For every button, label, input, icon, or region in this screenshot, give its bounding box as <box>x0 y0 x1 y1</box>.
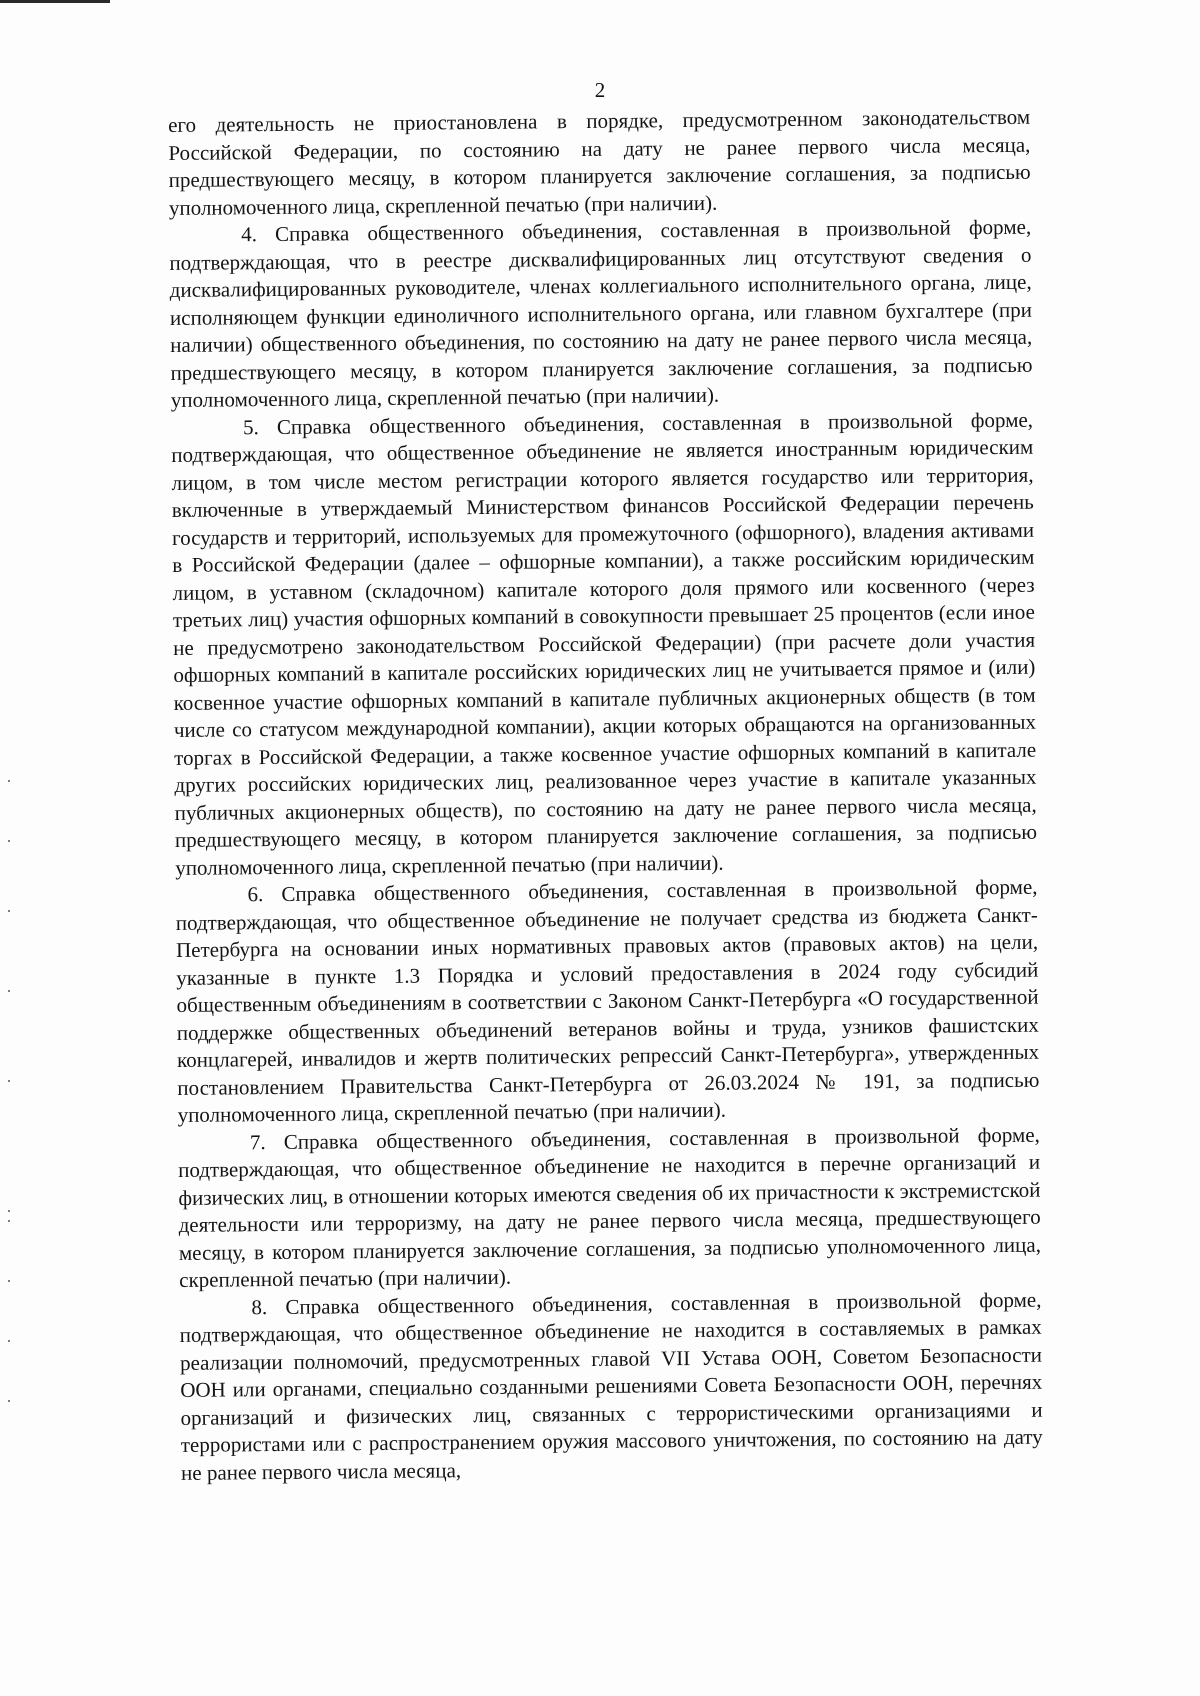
paragraph-item-5: 5. Справка общественного объединения, составленная в произвольной форме, подтверждающая, что общественное объединение не является иностранным юридическим лицом, в том числе местом регистрации которого является государство или территория, включенные в утверждаемый Министерством финансов Российской Федерации перечень государств и территорий, используемых для промежуточного (офшорного), владения активами в Российской Федерации (далее – офшорные компании), а также российским юридическим лицом, в уставном (складочном) капитале которого доля прямого или косвенного (через третьих лиц) участия офшорных компаний в совокупности превышает 25 процентов (если иное не предусмотрено законодательством Российской Федерации) (при расчете доли участия офшорных компаний в капитале российских юридических лиц не учитывается прямое и (или) косвенное участие офшорных компаний в капитале публичных акционерных обществ (в том числе со статусом международной компании), акции которых обращаются на организованных торгах в Российской Федерации, а также косвенное участие офшорных компаний в капитале других российских юридических лиц, реализованное через участие в капитале указанных публичных акционерных обществ), по состоянию на дату не ранее первого числа месяца, предшествующего месяцу, в котором планируется заключение соглашения, за подписью уполномоченного лица, скрепленной печатью (при наличии). <box>171 407 1038 880</box>
paragraph-item-7: 7. Справка общественного объединения, составленная в произвольной форме, подтверждающая, что общественное объединение не находится в перечне организаций и физических лиц, в отношении которых имеются сведения об их причастности к экстремистской деятельности или терроризму, на дату не ранее первого числа месяца, предшествующего месяцу, в котором планируется заключение соглашения, за подписью уполномоченного лица, скрепленной печатью (при наличии). <box>178 1122 1042 1292</box>
scan-edge-mark <box>0 0 110 3</box>
page-number: 2 <box>594 78 606 102</box>
paragraph-continuation: его деятельность не приостановлена в порядке, предусмотренном законодательством Российской Федерации, по состоянию на дату не ранее первого числа месяца, предшествующего месяцу, в котором планируется заключение соглашения, за подписью уполномоченного лица, скрепленной печатью (при наличии). <box>168 104 1031 220</box>
scan-noise-dots <box>8 780 11 1580</box>
paragraph-item-6: 6. Справка общественного объединения, составленная в произвольной форме, подтверждающая, что общественное объединение не получает средства из бюджета Санкт-Петербурга на основании иных нормативных правовых актов (правовых актов) на цели, указанные в пункте 1.3 Порядка и условий предоставления в 2024 году субсидий общественным объединениям в соответствии с Законом Санкт-Петербурга «О государственной поддержке общественных объединений ветеранов войны и труда, узников фашистских концлагерей, инвалидов и жертв политических репрессий Санкт-Петербурга», утвержденных постановлением Правительства Санкт-Петербурга от 26.03.2024 № 191, за подписью уполномоченного лица, скрепленной печатью (при наличии). <box>175 874 1040 1127</box>
document-body <box>168 104 1043 1487</box>
paragraph-item-4: 4. Справка общественного объединения, составленная в произвольной форме, подтверждающая, что в реестре дисквалифицированных лиц отсутствуют сведения о дисквалифицированных руководителе, членах коллегиального исполнительного органа, лице, исполняющем функции единоличного исполнительного органа, или главном бухгалтере (при наличии) общественного объединения, по состоянию на дату не ранее первого числа месяца, предшествующего месяцу, в котором планируется заключение соглашения, за подписью уполномоченного лица, скрепленной печатью (при наличии). <box>169 214 1033 412</box>
paragraph-item-8: 8. Справка общественного объединения, составленная в произвольной форме, подтверждающая, что общественное объединение не находится в составляемых в рамках реализации полномочий, предусмотренных главой VII Устава ООН, Советом Безопасности ООН или органами, специально созданными решениями Совета Безопасности ООН, перечнях организаций и физических лиц, связанных с террористическими организациями и террористами или с распространением оружия массового уничтожения, по состоянию на дату не ранее первого числа месяца, <box>179 1287 1043 1485</box>
